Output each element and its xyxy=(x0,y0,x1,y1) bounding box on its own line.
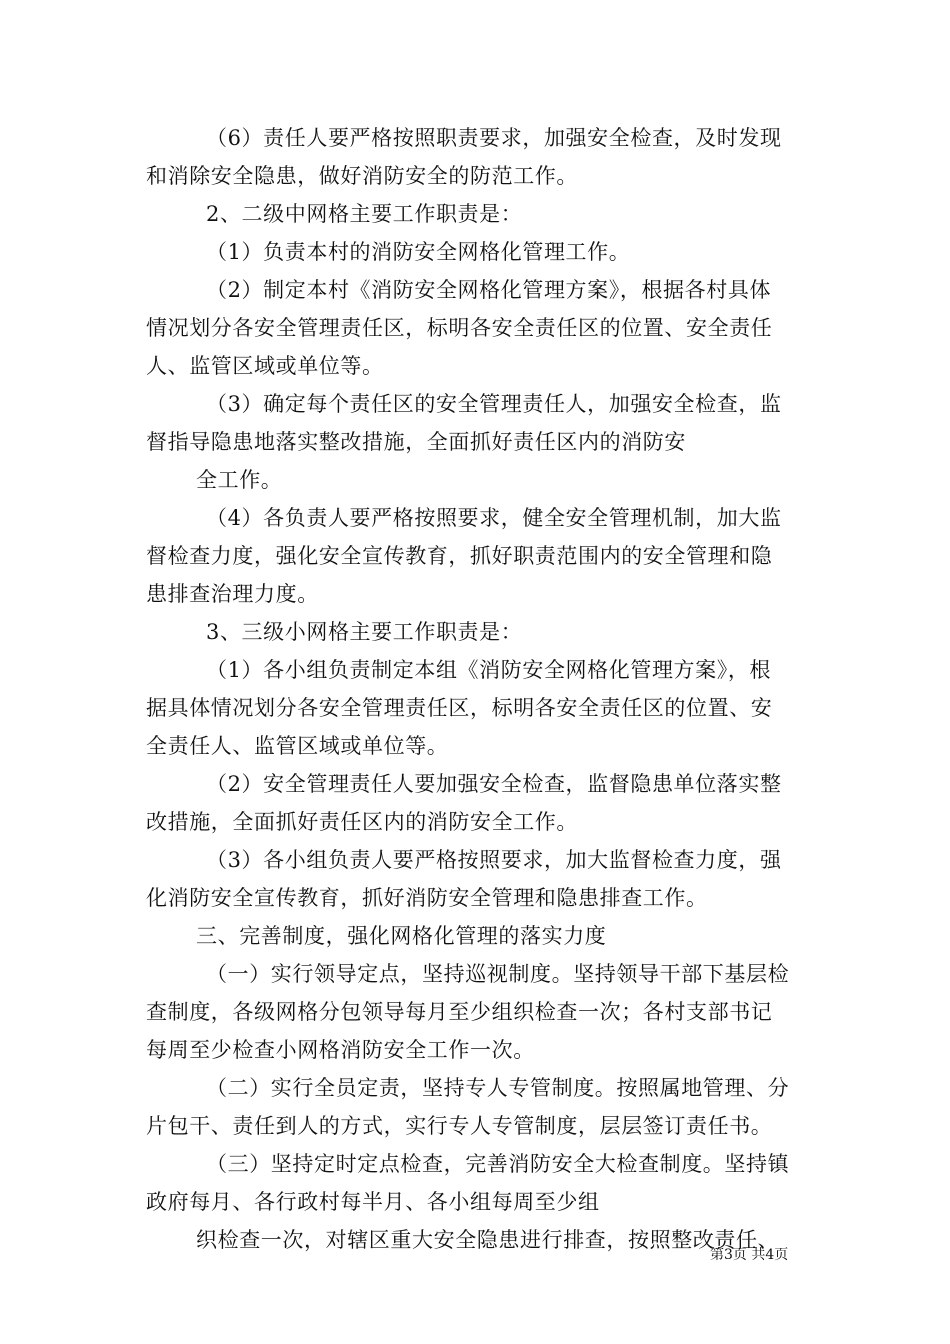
section-heading: 3、三级小网格主要工作职责是： xyxy=(206,620,523,644)
text-line: 情况划分各安全管理责任区，标明各安全责任区的位置、安全责任 xyxy=(146,316,773,340)
text-line: （一）实行领导定点，坚持巡视制度。坚持领导干部下基层检 xyxy=(206,962,790,986)
text-line: （4）各负责人要严格按照要求，健全安全管理机制，加大监 xyxy=(206,506,782,530)
section-heading: 2、二级中网格主要工作职责是： xyxy=(206,202,523,226)
text-line: （二）实行全员定责，坚持专人专管制度。按照属地管理、分 xyxy=(206,1076,790,1100)
text-line: 查制度，各级网格分包领导每月至少组织检查一次；各村支部书记 xyxy=(146,1000,773,1024)
text-line: 督指导隐患地落实整改措施，全面抓好责任区内的消防安 xyxy=(146,430,686,454)
page-number: 第3页 共4页 xyxy=(710,1247,789,1263)
text-line: 每周至少检查小网格消防安全工作一次。 xyxy=(146,1038,535,1062)
text-line: （1）负责本村的消防安全网格化管理工作。 xyxy=(206,240,631,264)
text-line: 改措施，全面抓好责任区内的消防安全工作。 xyxy=(146,810,578,834)
text-line: 和消除安全隐患，做好消防安全的防范工作。 xyxy=(146,164,578,188)
text-line: （6）责任人要严格按照职责要求，加强安全检查，及时发现 xyxy=(206,126,782,150)
text-line: 全责任人、监管区域或单位等。 xyxy=(146,734,449,758)
text-line: 人、监管区域或单位等。 xyxy=(146,354,384,378)
text-line: 患排查治理力度。 xyxy=(146,582,319,606)
text-line: 据具体情况划分各安全管理责任区，标明各安全责任区的位置、安 xyxy=(146,696,773,720)
text-line: 化消防安全宣传教育，抓好消防安全管理和隐患排查工作。 xyxy=(146,886,708,910)
text-line: 织检查一次，对辖区重大安全隐患进行排查，按照整改责任、 xyxy=(196,1228,780,1252)
text-line: （3）各小组负责人要严格按照要求，加大监督检查力度，强 xyxy=(206,848,782,872)
text-line: 全工作。 xyxy=(196,468,283,492)
section-heading: 三、完善制度，强化网格化管理的落实力度 xyxy=(196,924,607,948)
text-line: 督检查力度，强化安全宣传教育，抓好职责范围内的安全管理和隐 xyxy=(146,544,773,568)
text-line: 片包干、责任到人的方式，实行专人专管制度，层层签订责任书。 xyxy=(146,1114,773,1138)
text-line: （2）制定本村《消防安全网格化管理方案》，根据各村具体 xyxy=(206,278,772,302)
text-line: （2）安全管理责任人要加强安全检查，监督隐患单位落实整 xyxy=(206,772,782,796)
text-line: （3）确定每个责任区的安全管理责任人，加强安全检查，监 xyxy=(206,392,782,416)
text-line: 政府每月、各行政村每半月、各小组每周至少组 xyxy=(146,1190,600,1214)
text-line: （三）坚持定时定点检查，完善消防安全大检查制度。坚持镇 xyxy=(206,1152,790,1176)
text-line: （1）各小组负责制定本组《消防安全网格化管理方案》，根 xyxy=(206,658,772,682)
